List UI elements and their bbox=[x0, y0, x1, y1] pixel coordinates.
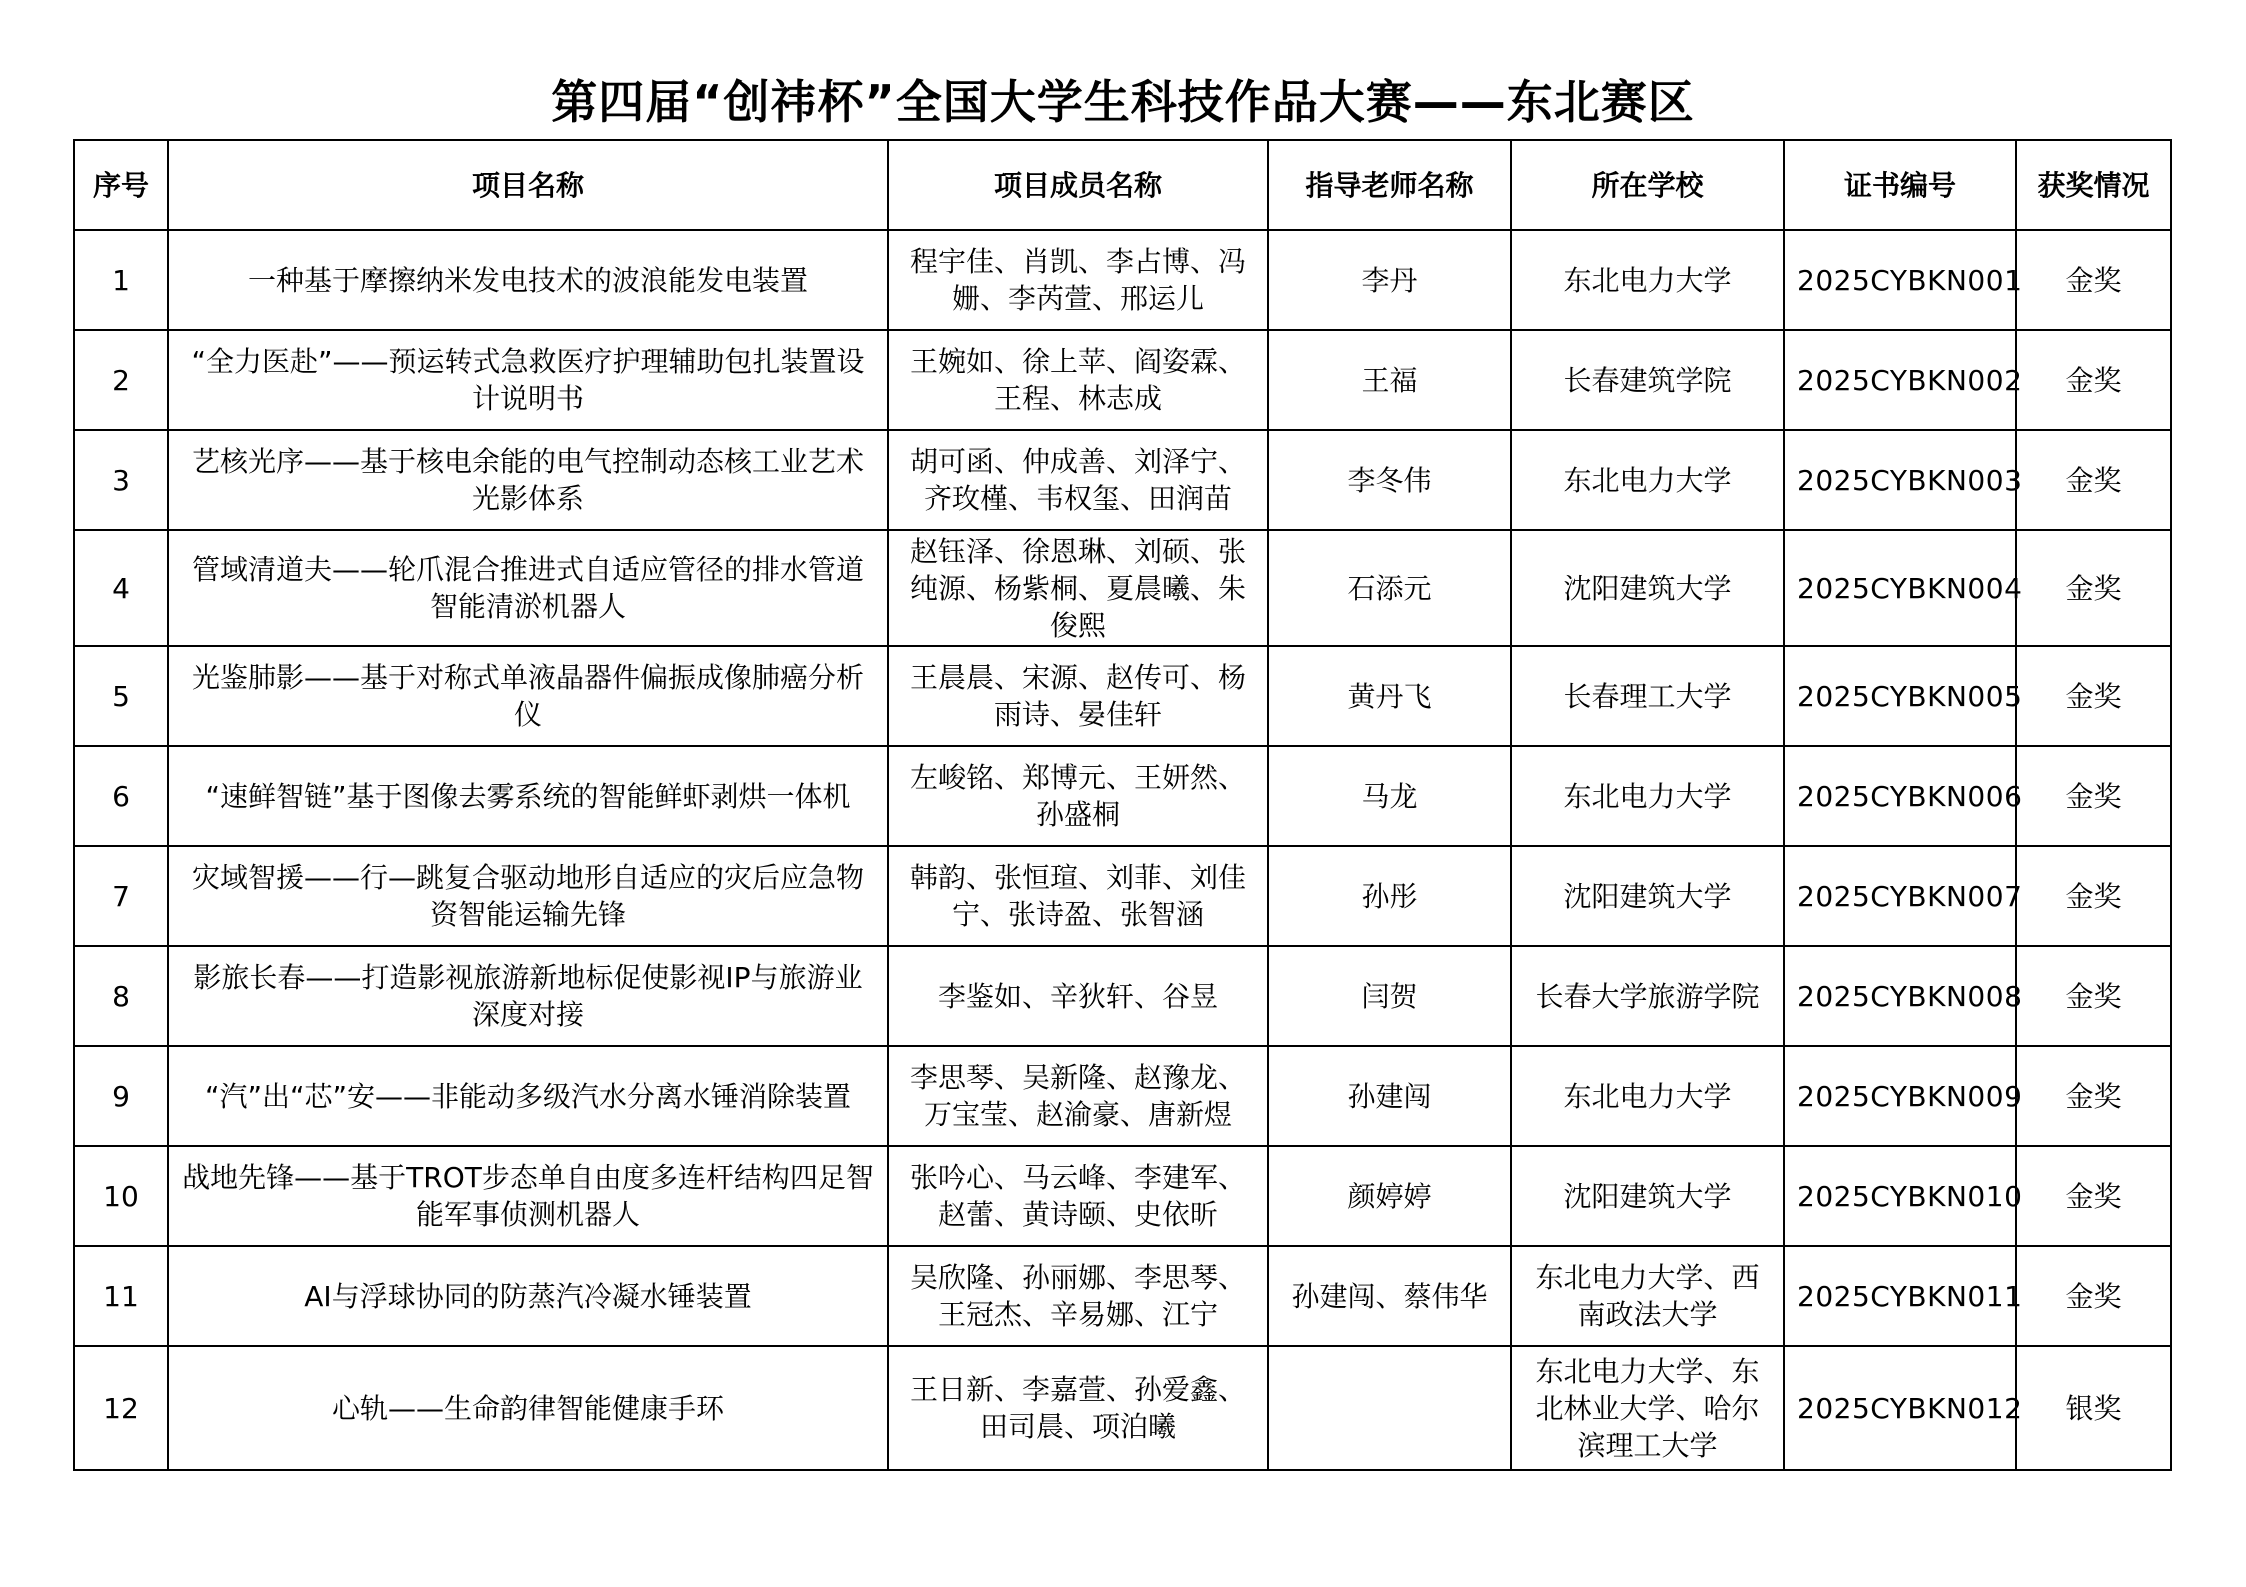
table-row bbox=[74, 846, 2171, 946]
cell-no: 1 bbox=[74, 230, 168, 330]
cell-school: 东北电力大学 bbox=[1511, 430, 1784, 530]
page-title: 第四届“创祎杯”全国大学生科技作品大赛——东北赛区 bbox=[551, 75, 1695, 129]
cell-project: 一种基于摩擦纳米发电技术的波浪能发电装置 bbox=[168, 230, 888, 330]
cell-teacher: 王福 bbox=[1268, 330, 1511, 430]
cell-cert: 2025CYBKN008 bbox=[1784, 946, 2016, 1046]
cell-teacher: 李丹 bbox=[1268, 230, 1511, 330]
cell-members: 韩韵、张恒瑄、刘菲、刘佳宁、张诗盈、张智涵 bbox=[888, 846, 1268, 946]
cell-project: AI与浮球协同的防蒸汽冷凝水锤装置 bbox=[168, 1246, 888, 1346]
cell-school: 长春理工大学 bbox=[1511, 646, 1784, 746]
cell-no: 10 bbox=[74, 1146, 168, 1246]
cell-no: 3 bbox=[74, 430, 168, 530]
header-no: 序号 bbox=[74, 140, 168, 230]
cell-teacher: 闫贺 bbox=[1268, 946, 1511, 1046]
cell-members: 李鉴如、辛狄轩、谷昱 bbox=[888, 946, 1268, 1046]
table-row bbox=[74, 1346, 2171, 1470]
cell-teacher bbox=[1268, 1346, 1511, 1470]
cell-members: 王日新、李嘉萱、孙爱鑫、田司晨、项泊曦 bbox=[888, 1346, 1268, 1470]
cell-award: 金奖 bbox=[2016, 846, 2171, 946]
cell-no: 6 bbox=[74, 746, 168, 846]
cell-members: 李思琴、吴新隆、赵豫龙、万宝莹、赵渝豪、唐新煜 bbox=[888, 1046, 1268, 1146]
header-cert: 证书编号 bbox=[1784, 140, 2016, 230]
table-row bbox=[74, 1146, 2171, 1246]
cell-cert: 2025CYBKN002 bbox=[1784, 330, 2016, 430]
cell-no: 5 bbox=[74, 646, 168, 746]
table-row bbox=[74, 1246, 2171, 1346]
table-row bbox=[74, 646, 2171, 746]
cell-school: 长春建筑学院 bbox=[1511, 330, 1784, 430]
cell-project: “速鲜智链”基于图像去雾系统的智能鲜虾剥烘一体机 bbox=[168, 746, 888, 846]
cell-project: 灾域智援——行—跳复合驱动地形自适应的灾后应急物资智能运输先锋 bbox=[168, 846, 888, 946]
cell-no: 9 bbox=[74, 1046, 168, 1146]
cell-no: 11 bbox=[74, 1246, 168, 1346]
cell-no: 4 bbox=[74, 530, 168, 646]
cell-no: 12 bbox=[74, 1346, 168, 1470]
cell-cert: 2025CYBKN003 bbox=[1784, 430, 2016, 530]
cell-teacher: 李冬伟 bbox=[1268, 430, 1511, 530]
cell-no: 8 bbox=[74, 946, 168, 1046]
cell-members: 张吟心、马云峰、李建军、赵蕾、黄诗颐、史依昕 bbox=[888, 1146, 1268, 1246]
cell-award: 金奖 bbox=[2016, 646, 2171, 746]
cell-school: 东北电力大学、东北林业大学、哈尔滨理工大学 bbox=[1511, 1346, 1784, 1470]
cell-school: 沈阳建筑大学 bbox=[1511, 846, 1784, 946]
cell-members: 胡可函、仲成善、刘泽宁、齐玫槿、韦权玺、田润苗 bbox=[888, 430, 1268, 530]
table-row bbox=[74, 230, 2171, 330]
cell-teacher: 石添元 bbox=[1268, 530, 1511, 646]
header-school: 所在学校 bbox=[1511, 140, 1784, 230]
cell-teacher: 马龙 bbox=[1268, 746, 1511, 846]
cell-project: 光鉴肺影——基于对称式单液晶器件偏振成像肺癌分析仪 bbox=[168, 646, 888, 746]
cell-cert: 2025CYBKN012 bbox=[1784, 1346, 2016, 1470]
cell-teacher: 颜婷婷 bbox=[1268, 1146, 1511, 1246]
header-project: 项目名称 bbox=[168, 140, 888, 230]
cell-members: 赵钰泽、徐恩琳、刘硕、张纯源、杨紫桐、夏晨曦、朱俊熙 bbox=[888, 530, 1268, 646]
header-members: 项目成员名称 bbox=[888, 140, 1268, 230]
cell-no: 7 bbox=[74, 846, 168, 946]
cell-project: “全力医赴”——预运转式急救医疗护理辅助包扎装置设计说明书 bbox=[168, 330, 888, 430]
awards-table bbox=[73, 139, 2172, 1471]
cell-award: 金奖 bbox=[2016, 330, 2171, 430]
cell-teacher: 黄丹飞 bbox=[1268, 646, 1511, 746]
cell-award: 金奖 bbox=[2016, 1146, 2171, 1246]
cell-award: 金奖 bbox=[2016, 430, 2171, 530]
cell-project: 影旅长春——打造影视旅游新地标促使影视IP与旅游业深度对接 bbox=[168, 946, 888, 1046]
cell-members: 左峻铭、郑博元、王妍然、孙盛桐 bbox=[888, 746, 1268, 846]
cell-school: 长春大学旅游学院 bbox=[1511, 946, 1784, 1046]
cell-school: 沈阳建筑大学 bbox=[1511, 1146, 1784, 1246]
cell-cert: 2025CYBKN001 bbox=[1784, 230, 2016, 330]
cell-school: 东北电力大学、西南政法大学 bbox=[1511, 1246, 1784, 1346]
cell-cert: 2025CYBKN010 bbox=[1784, 1146, 2016, 1246]
cell-members: 王晨晨、宋源、赵传可、杨雨诗、晏佳轩 bbox=[888, 646, 1268, 746]
cell-school: 沈阳建筑大学 bbox=[1511, 530, 1784, 646]
table-header-row bbox=[74, 140, 2171, 230]
table-row bbox=[74, 530, 2171, 646]
cell-project: 艺核光序——基于核电余能的电气控制动态核工业艺术光影体系 bbox=[168, 430, 888, 530]
cell-cert: 2025CYBKN006 bbox=[1784, 746, 2016, 846]
cell-cert: 2025CYBKN004 bbox=[1784, 530, 2016, 646]
cell-award: 金奖 bbox=[2016, 946, 2171, 1046]
cell-school: 东北电力大学 bbox=[1511, 230, 1784, 330]
table-row bbox=[74, 746, 2171, 846]
cell-award: 金奖 bbox=[2016, 1046, 2171, 1146]
cell-award: 金奖 bbox=[2016, 746, 2171, 846]
table-row bbox=[74, 430, 2171, 530]
cell-project: 心轨——生命韵律智能健康手环 bbox=[168, 1346, 888, 1470]
cell-award: 银奖 bbox=[2016, 1346, 2171, 1470]
cell-project: 战地先锋——基于TROT步态单自由度多连杆结构四足智能军事侦测机器人 bbox=[168, 1146, 888, 1246]
cell-cert: 2025CYBKN007 bbox=[1784, 846, 2016, 946]
cell-award: 金奖 bbox=[2016, 530, 2171, 646]
cell-members: 程宇佳、肖凯、李占博、冯姗、李芮萱、邢运儿 bbox=[888, 230, 1268, 330]
cell-members: 吴欣隆、孙丽娜、李思琴、王冠杰、辛易娜、江宁 bbox=[888, 1246, 1268, 1346]
header-award: 获奖情况 bbox=[2016, 140, 2171, 230]
cell-cert: 2025CYBKN005 bbox=[1784, 646, 2016, 746]
cell-school: 东北电力大学 bbox=[1511, 746, 1784, 846]
cell-cert: 2025CYBKN009 bbox=[1784, 1046, 2016, 1146]
cell-award: 金奖 bbox=[2016, 1246, 2171, 1346]
cell-project: “汽”出“芯”安——非能动多级汽水分离水锤消除装置 bbox=[168, 1046, 888, 1146]
cell-teacher: 孙建闯、蔡伟华 bbox=[1268, 1246, 1511, 1346]
header-teacher: 指导老师名称 bbox=[1268, 140, 1511, 230]
cell-members: 王婉如、徐上苹、阎姿霖、王程、林志成 bbox=[888, 330, 1268, 430]
cell-cert: 2025CYBKN011 bbox=[1784, 1246, 2016, 1346]
cell-award: 金奖 bbox=[2016, 230, 2171, 330]
cell-no: 2 bbox=[74, 330, 168, 430]
cell-teacher: 孙建闯 bbox=[1268, 1046, 1511, 1146]
cell-project: 管域清道夫——轮爪混合推进式自适应管径的排水管道智能清淤机器人 bbox=[168, 530, 888, 646]
table-row bbox=[74, 1046, 2171, 1146]
cell-school: 东北电力大学 bbox=[1511, 1046, 1784, 1146]
table-row bbox=[74, 330, 2171, 430]
table-row bbox=[74, 946, 2171, 1046]
cell-teacher: 孙彤 bbox=[1268, 846, 1511, 946]
